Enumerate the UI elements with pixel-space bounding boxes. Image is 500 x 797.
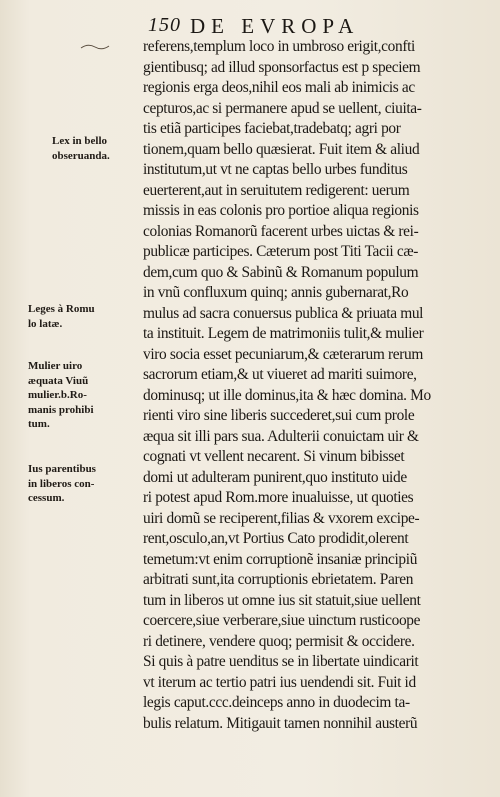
text-line: gientibusq; ad illud sponsorfactus est p speciem [143,58,421,76]
marginal-note-line: manis prohibi [28,403,94,416]
text-line: cognati vt vellent necarent. Si vinum bibisset [143,448,405,465]
marginal-note-line: Lex in bello [52,135,108,147]
text-line: rienti viro sine liberis succederet,sui cum prole [143,407,415,424]
text-line: cepturos,ac si permanere apud se uellent, ciuita- [143,99,422,117]
text-line: institutum,ut vt ne captas bello urbes funditus [143,161,408,178]
text-line: regionis erga deos,nihil eos mali ab inimicis ac [143,79,415,96]
marginal-note-line: Leges à Romu [28,303,95,315]
text-line: temetum:vt enim corruptionẽ insaniæ principiũ [143,550,418,568]
text-line: tum in liberos ut omne ius sit statuit,siue uellent [143,591,421,609]
marginal-note-line: cessum. [28,492,65,504]
text-line: rent,osculo,an,vt Portius Cato prodidit,olerent [143,530,409,547]
margin-flourish-icon [80,42,110,52]
marginal-note-line: Ius parentibus [28,463,96,475]
main-text-block [143,37,483,734]
text-line: arbitrati sunt,ita corruptionis ebrietatem. Paren [143,571,414,588]
marginal-note-lex-in-bello [52,134,152,163]
text-line: ta instituit. Legem de matrimoniis tulit,& mulier [143,325,424,342]
text-line: ri potest apud Rom.more inualuisse, ut quoties [143,489,414,506]
text-line: coercere,siue verberare,siue uinctum rusticoope [143,612,421,629]
text-line: Si quis à patre uenditus se in libertate uindicarit [143,653,419,670]
text-line: publicæ participes. Cæterum post Titi Tacii cæ- [143,243,419,260]
marginal-note-mulier-uiro [28,359,128,432]
text-line: viro socia esset pecuniarum,& cæterarum rerum [143,345,423,363]
text-line: tis etiã participes faciebat,tradebatq; agri por [143,120,401,137]
text-line: vt iterum ac tertio patri ius uendendi sit. Fuit id [143,673,416,691]
marginal-note-ius-parentibus [28,462,128,506]
text-line: ri detinere, vendere quoq; permisit & occidere. [143,632,415,650]
text-line: colonias Romanorũ facerent urbes uictas & rei- [143,222,419,240]
running-head: DE EVROPA [190,14,360,38]
text-line: mulus ad sacra conuersus publica & priuata mul [143,304,424,322]
marginal-note-line: obseruanda. [52,149,110,162]
marginal-note-line: mulier.b.Ro- [28,389,87,401]
text-line: missis in eas colonis pro portioe aliqua regionis [143,202,419,219]
text-line: æqua sit illi pars sua. Adulterii conuictam uir & [143,427,419,445]
text-line: dominusq; ut ille dominus,ita & hæc domina. Mo [143,386,431,404]
marginal-note-leges-romulo [28,302,128,331]
marginal-note-line: tum. [28,418,50,430]
marginal-note-line: lo latæ. [28,317,63,330]
text-line: dem,cum quo & Sabinũ & Romanum populum [143,263,419,281]
text-line: domi ut adulteram punirent,quo instituto uide [143,468,407,486]
marginal-note-line: æquata Viuũ [28,374,89,387]
text-line: euerterent,aut in seruitutem redigerent: uerum [143,181,410,199]
text-line: legis caput.ccc.deinceps anno in duodecim ta- [143,694,410,711]
text-line: bulis relatum. Mitigauit tamen nonnihil austerũ [143,714,418,732]
text-line: uiri domũ se reciperent,filias & vxorem excipe- [143,509,420,527]
text-line: sacrorum etiam,& ut viueret ad mariti suimore, [143,366,417,383]
marginal-note-line: in liberos con- [28,477,95,490]
page-number: 150 [148,14,181,36]
text-line: referens,templum loco in umbroso erigit,confti [143,38,415,55]
text-line: in vnũ confluxum quinq; annis gubernarat,Ro [143,284,409,301]
marginal-note-line: Mulier uiro [28,360,83,372]
text-line: tionem,quam bello quæsierat. Fuit item & aliud [143,140,420,158]
